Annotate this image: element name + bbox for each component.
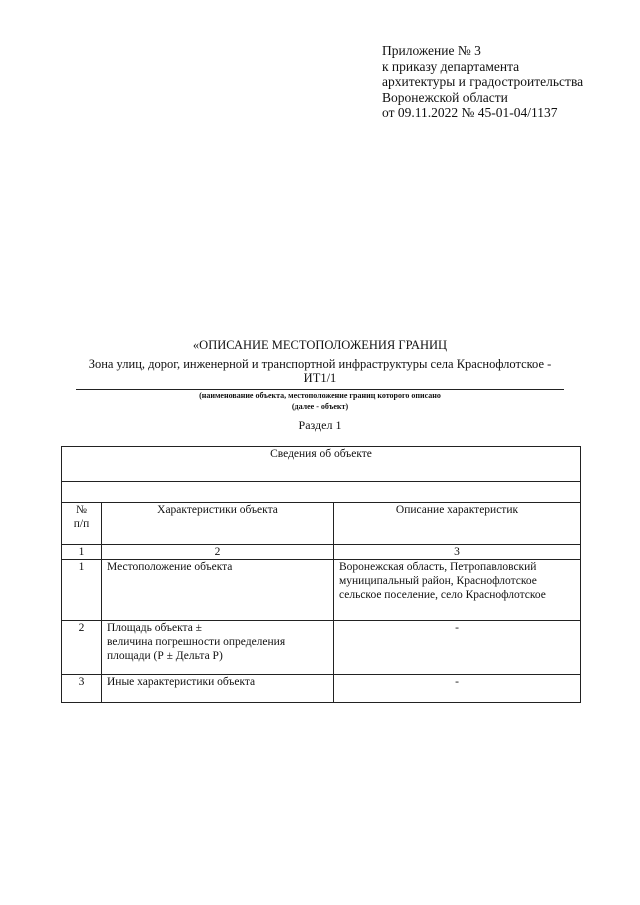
object-name-line: Зона улиц, дорог, инженерной и транспортной инфраструктуры села Краснофлотское -	[88, 357, 552, 371]
caption-line: (наименование объекта, местоположение границ которого описано	[199, 391, 441, 400]
blank-cell	[62, 482, 581, 503]
row-characteristic: Иные характеристики объекта	[102, 675, 334, 703]
index-cell: 3	[334, 545, 581, 560]
table-index-row	[62, 545, 581, 560]
index-cell: 2	[102, 545, 334, 560]
appendix-line: от 09.11.2022 № 45-01-04/1137	[382, 105, 558, 120]
appendix-line: Приложение № 3	[382, 43, 481, 58]
description-line: Воронежская область, Петропавловский	[339, 561, 537, 573]
section-label: Раздел 1	[298, 418, 342, 432]
object-name-line: ИТ1/1	[303, 371, 337, 385]
column-header-description: Описание характеристик	[334, 503, 581, 545]
table-row	[62, 675, 581, 703]
row-description	[334, 560, 581, 621]
table-row	[62, 482, 581, 503]
table-row	[62, 621, 581, 675]
table-row	[62, 447, 581, 482]
description-line: сельское поселение, село Краснофлотское	[339, 589, 546, 601]
object-name	[60, 357, 580, 385]
row-number: 3	[62, 675, 102, 703]
header-text: №	[76, 504, 87, 516]
characteristic-line: площади (Р ± Дельта Р)	[107, 650, 223, 662]
row-characteristic: Местоположение объекта	[102, 560, 334, 621]
row-description: -	[334, 621, 581, 675]
appendix-line: Воронежской области	[382, 89, 508, 105]
document-title: «ОПИСАНИЕ МЕСТОПОЛОЖЕНИЯ ГРАНИЦ	[192, 338, 448, 352]
object-info-table	[61, 446, 581, 703]
info-header-cell: Сведения об объекте	[62, 447, 581, 482]
characteristic-line: Площадь объекта ±	[107, 622, 202, 634]
description-line: муниципальный район, Краснофлотское	[339, 575, 537, 587]
row-number: 1	[62, 560, 102, 621]
column-header-number	[62, 503, 102, 545]
row-characteristic	[102, 621, 334, 675]
document-heading	[60, 337, 580, 432]
index-cell: 1	[62, 545, 102, 560]
table-header-row	[62, 503, 581, 545]
header-text: п/п	[73, 518, 90, 530]
appendix-line: к приказу департамента	[382, 58, 520, 74]
object-name-caption	[60, 390, 580, 412]
row-description: -	[334, 675, 581, 703]
characteristic-line: величина погрешности определения	[107, 636, 286, 648]
table-row	[62, 560, 581, 621]
row-number: 2	[62, 621, 102, 675]
column-header-characteristics: Характеристики объекта	[102, 503, 334, 545]
appendix-line: архитектуры и градостроительства	[382, 74, 584, 89]
caption-line: (далее - объект)	[291, 402, 349, 411]
appendix-block	[382, 43, 583, 121]
